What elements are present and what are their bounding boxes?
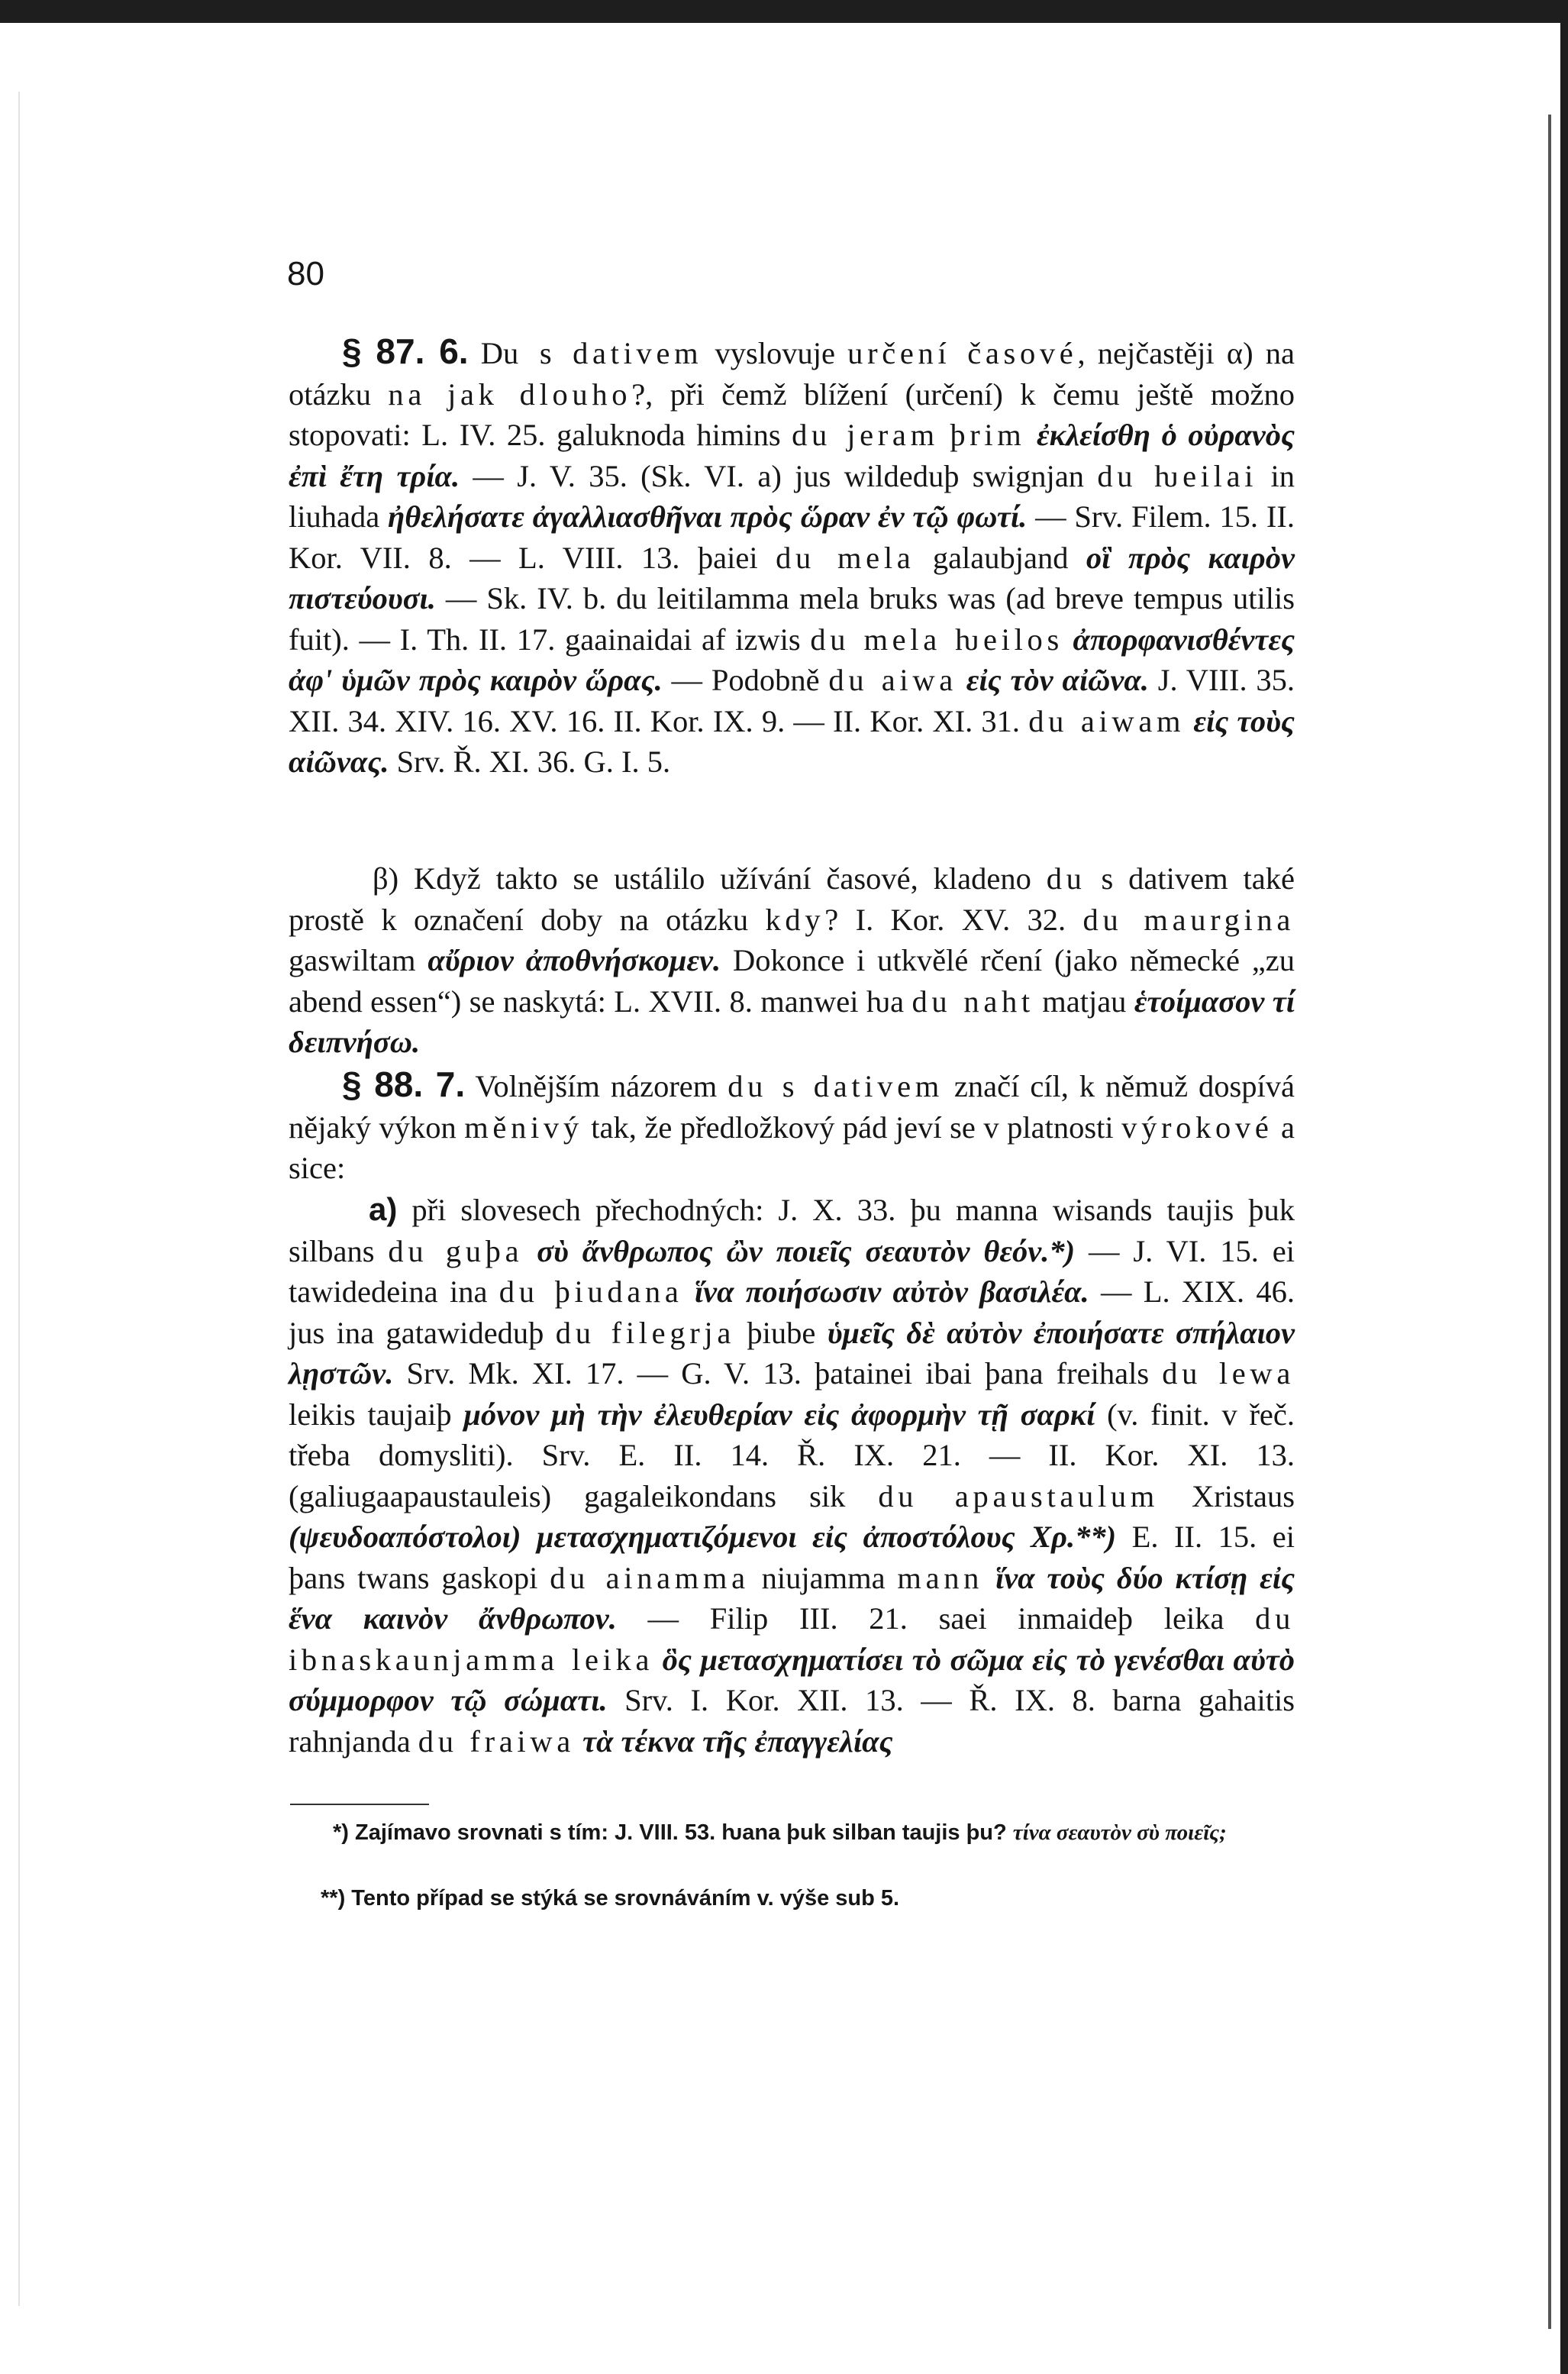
spaced-text: kdy: [765, 902, 825, 937]
footnote-mark: **): [321, 1886, 346, 1911]
text: [653, 1642, 663, 1677]
greek-text: ἐκλείσθη ὁ οὐρανὸς ἐπὶ ἔτη τρία.: [289, 418, 1295, 493]
greek-text: ἑτοίμασον τί δειπνήσω.: [289, 984, 1295, 1059]
scan-edge-line: [18, 92, 20, 2306]
greek-text: αὔριον ἀποθνήσκομεν.: [427, 943, 721, 977]
scan-border-top: [0, 0, 1568, 23]
footnote-text: Tento případ se stýká se srovnáváním v. výše sub 5.: [345, 1886, 900, 1911]
spaced-text: du aiwa: [828, 663, 957, 697]
text: — J. V. 35. (Sk. VI. a) jus wildeduþ swignjan: [460, 458, 1098, 493]
spaced-text: na jak dlouho: [388, 376, 632, 412]
text: Srv. I. Kor. XII. 13. — Ř. IX. 8. barna gahaitis rahnjanda: [289, 1683, 1295, 1759]
text: — Srv. Filem. 15. II. Kor. VII. 8. — L. VIII. 13. þaiei: [289, 499, 1295, 575]
greek-text: μόνον μὴ τὴν ἐλευθερίαν εἰς ἀφορμὴν τῇ σαρκί: [463, 1397, 1095, 1432]
text: Srv. Mk. XI. 17. — G. V. 13. þatainei ibai þana freihals: [393, 1356, 1163, 1390]
text: [1185, 704, 1193, 738]
text: galaubjand: [915, 540, 1086, 575]
text: D: [468, 336, 504, 370]
spaced-text: du guþa: [388, 1233, 524, 1268]
spaced-text: du mela: [776, 540, 915, 575]
text: [939, 418, 950, 452]
spaced-text: du þiudana: [498, 1274, 683, 1309]
greek-text: σὺ ἄνθρωπος ὢν ποιεῖς σεαυτὸν θεόν.*): [537, 1233, 1076, 1268]
text: ?, při čemž blížení (určení) k čemu ještě možno stopovati: L. IV. 25. galuknoda himins: [289, 376, 1295, 452]
text: — Filip III. 21. saei inmaideþ leika: [616, 1601, 1256, 1636]
greek-text: εἰς τοὺς αἰῶνας.: [289, 703, 1295, 779]
section-mark: § 87. 6.: [342, 331, 469, 371]
footnote-text: Zajímavo srovnati s tím: J. VIII. 53. ƕana þuk silban taujis þu?: [348, 1820, 1013, 1845]
text: J. VIII. 35. XII. 34. XIV. 16. XV. 16. II. Kor. IX. 9. — II. Kor. XI. 31.: [289, 663, 1295, 738]
scan-shadow-line: [1548, 115, 1551, 2329]
list-label: a): [369, 1191, 398, 1227]
spaced-text: du ƕeilai: [1097, 458, 1258, 493]
text: gaswiltam: [289, 943, 428, 977]
text: a sice:: [289, 1109, 1295, 1185]
greek-text: ἠθελήσατε ἀγαλλιασθῆναι πρὸς ὥραν ἐν τῷ φωτί.: [388, 499, 1028, 534]
spaced-text: du fraiwa: [418, 1723, 575, 1759]
greek-text: ἀπορφανισθέντες ἀφ' ὑμῶν πρὸς καιρὸν ὥρας.: [289, 622, 1295, 697]
spaced-text: určení časové: [847, 336, 1078, 370]
paragraph-beta: [289, 858, 1295, 1063]
spaced-text: du filegrja: [555, 1315, 735, 1350]
spaced-text: u s dativem: [503, 336, 703, 370]
paragraph-87: [289, 331, 1295, 783]
spaced-text: du aiwam: [1028, 703, 1186, 738]
spaced-text: du ainamma: [550, 1560, 750, 1595]
text: leikis taujaiþ: [289, 1397, 464, 1432]
text: , nejčastěji: [1077, 336, 1227, 370]
text: β) Když takto se ustálilo užívání časové, kladeno: [373, 861, 1047, 896]
spaced-text: mann: [897, 1560, 984, 1595]
text: — Podobně: [662, 663, 829, 697]
greek-text: ἵνα ποιήσωσιν αὐτὸν βασιλέα.: [694, 1274, 1089, 1309]
spaced-text: du maurgina: [1082, 902, 1295, 937]
text: vyslovuje: [702, 336, 848, 370]
text: — J. VI. 15. ei tawidedeina ina: [289, 1233, 1295, 1309]
spaced-text: du apaustaulum: [878, 1478, 1159, 1513]
text: Dokonce i utkvělé rčení (jako německé „zu abend essen“) se naskytá: L. XVII. 8. manwei ƕa: [289, 943, 1295, 1019]
spaced-text: þrim: [950, 418, 1026, 452]
greek-text: τὰ τέκνα τῆς ἐπαγγελίας: [582, 1723, 893, 1759]
text: matjau: [1034, 984, 1134, 1019]
greek-text: ἵνα τοὺς δύο κτίσῃ εἰς ἕνα καινὸν ἄνθρωπον.: [289, 1560, 1295, 1636]
section-mark: § 88. 7.: [342, 1064, 466, 1104]
text: Xristaus: [1158, 1478, 1295, 1513]
text: in liuhada: [289, 458, 1295, 534]
text: [957, 663, 966, 697]
greek-text: (ψευδοαπόστολοι) μετασχηματιζόμενοι εἰς ἀποστόλους Χρ.**): [289, 1520, 1117, 1554]
spaced-text: du naht: [911, 984, 1034, 1019]
text: ? I. Kor. XV. 32.: [824, 902, 1083, 937]
text: Volnějším názorem: [465, 1069, 728, 1103]
paragraph-a: [289, 1189, 1295, 1762]
text: tak, že předložkový pád jeví se v platnosti: [582, 1109, 1122, 1145]
greek-text: ὃς μετασχηματίσει τὸ σῶμα εἰς τὸ γενέσθαι αὐτὸ σύμμορφον τῷ σώματι.: [289, 1642, 1295, 1717]
spaced-text: du: [1046, 861, 1086, 896]
text: — L. XIX. 46. jus ina gatawideduþ: [289, 1274, 1295, 1350]
text: (v. finit. v řeč. třeba domysliti). Srv. E. II. 14. Ř. IX. 21. — II. Kor. XI. 13. (galiugaapaustauleis) gagaleikondans sik: [289, 1397, 1295, 1513]
text: [983, 1561, 995, 1595]
text: při slovesech přechodných: J. X. 33. þu manna wisands taujis þuk silbans: [289, 1193, 1295, 1268]
spaced-text: du mela ƕeilos: [810, 622, 1063, 657]
footnote-2: [290, 1883, 1295, 1914]
scan-border-right: [1560, 0, 1568, 2374]
spaced-text: du ibnaskaunjamma leika: [289, 1601, 1295, 1677]
page-number: 80: [287, 255, 324, 292]
spaced-text: měnivý: [464, 1109, 583, 1145]
text: Srv. Ř. XI. 36. G. I. 5.: [389, 744, 671, 779]
footnote-divider: [290, 1804, 429, 1805]
text: s dativem také prostě k označení doby na otázku: [289, 861, 1295, 937]
text: [1063, 622, 1073, 657]
text: þiube: [734, 1315, 828, 1350]
footnote-1: [290, 1817, 1295, 1848]
spaced-text: du lewa: [1162, 1356, 1295, 1390]
greek-text: ὑμεῖς δὲ αὐτὸν ἐποιήσατε σπήλαιον λῃστῶν.: [289, 1315, 1295, 1390]
text: — Sk. IV. b. du leitilamma mela bruks was (ad breve tempus utilis fuit). — I. Th. II. 17. gaainaidai af izwis: [289, 581, 1295, 657]
footnote-mark: *): [333, 1820, 349, 1845]
spaced-text: výrokové: [1121, 1109, 1273, 1145]
spaced-text: du s dativem: [728, 1069, 944, 1103]
spaced-text: du jeram: [792, 418, 939, 452]
text: [575, 1724, 582, 1759]
text: značí cíl, k němuž dospívá nějaký výkon: [289, 1069, 1295, 1145]
text: [523, 1234, 537, 1268]
text: E. II. 15. ei þans twans gaskopi: [289, 1520, 1295, 1595]
greek-text: οἳ πρὸς καιρὸν πιστεύουσι.: [289, 540, 1295, 615]
greek-text: τίνα σεαυτὸν σὺ ποιεῖς;: [1012, 1820, 1227, 1845]
paragraph-88: [289, 1064, 1295, 1189]
text: niujamma: [749, 1560, 898, 1595]
greek-text: εἰς τὸν αἰῶνα.: [966, 663, 1149, 697]
text: [1025, 418, 1037, 452]
text: [683, 1274, 695, 1309]
text: α) na otázku: [289, 336, 1295, 412]
